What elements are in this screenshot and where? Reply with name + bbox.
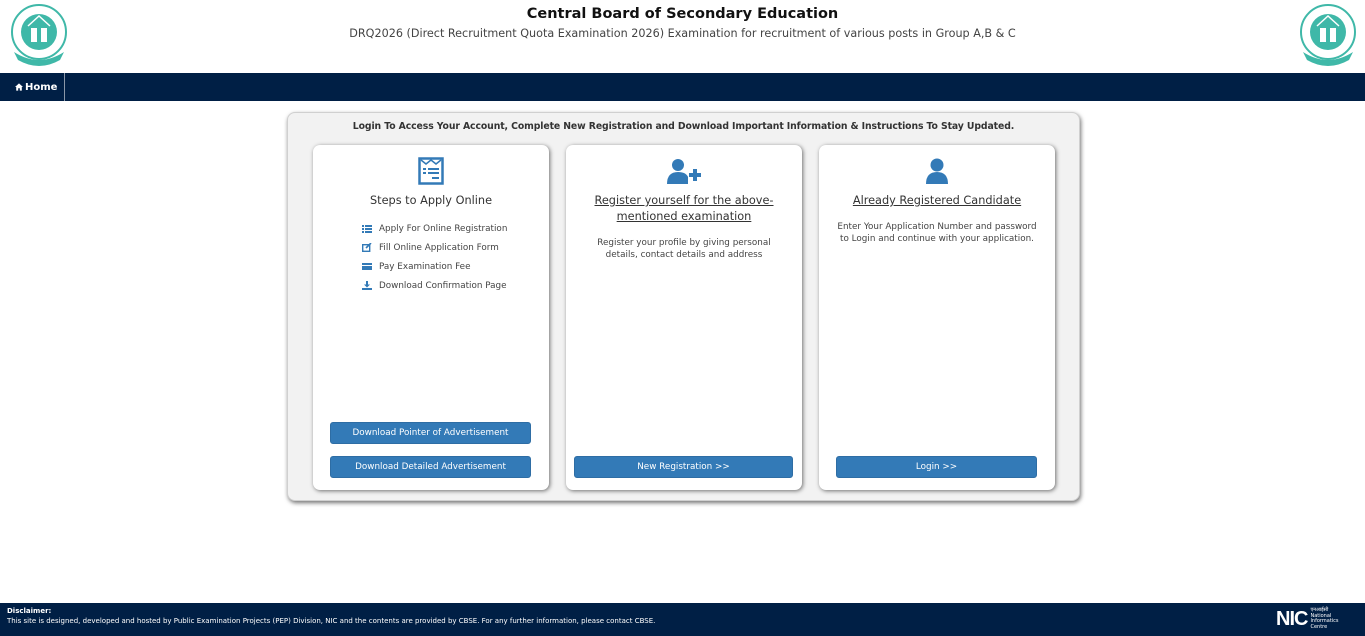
login-card bbox=[819, 145, 1055, 490]
download-pointer-button[interactable]: Download Pointer of Advertisement bbox=[330, 422, 531, 444]
user-plus-icon bbox=[666, 157, 702, 185]
list-icon bbox=[362, 225, 372, 233]
site-footer bbox=[0, 603, 1365, 636]
step-item bbox=[361, 238, 507, 257]
steps-heading: Steps to Apply Online bbox=[369, 194, 493, 207]
download-detailed-advertisement-button[interactable]: Download Detailed Advertisement bbox=[330, 456, 531, 478]
steps-list bbox=[361, 219, 507, 295]
nav-home-link[interactable] bbox=[0, 73, 65, 101]
disclaimer-label: Disclaimer: bbox=[7, 607, 52, 615]
nic-logo bbox=[1276, 608, 1339, 630]
step-label: Fill Online Application Form bbox=[379, 242, 499, 253]
portal-intro: Login To Access Your Account, Complete New Registration and Download Important Information & Instructions To Stay Updated. bbox=[352, 121, 1015, 132]
user-icon bbox=[925, 157, 949, 185]
navbar bbox=[0, 73, 1365, 101]
login-button[interactable]: Login >> bbox=[836, 456, 1037, 478]
form-list-icon bbox=[418, 157, 444, 185]
exam-subtitle: DRQ2026 (Direct Recruitment Quota Examination 2026) Examination for recruitment of various posts in Group A,B & C bbox=[349, 27, 1016, 40]
register-heading-link[interactable]: Register yourself for the above-mentioned examination bbox=[594, 194, 774, 223]
step-label: Apply For Online Registration bbox=[379, 223, 508, 234]
cbse-logo-right bbox=[1297, 2, 1359, 70]
site-title: Central Board of Secondary Education bbox=[526, 6, 839, 22]
step-label: Pay Examination Fee bbox=[379, 261, 471, 272]
nic-mark: NIC bbox=[1276, 608, 1308, 630]
login-description: Enter Your Application Number and password to Login and continue with your application. bbox=[837, 222, 1037, 244]
step-item bbox=[361, 276, 507, 295]
home-icon bbox=[15, 83, 23, 91]
nic-text: एनआईसी National Informatics Centre bbox=[1310, 607, 1339, 630]
steps-card bbox=[313, 145, 549, 490]
registration-card bbox=[566, 145, 802, 490]
edit-icon bbox=[362, 243, 372, 252]
site-header bbox=[0, 0, 1365, 73]
step-item bbox=[361, 219, 507, 238]
credit-card-icon bbox=[362, 263, 372, 270]
step-item bbox=[361, 257, 507, 276]
portal-panel bbox=[287, 112, 1080, 501]
disclaimer-text: This site is designed, developed and hosted by Public Examination Projects (PEP) Division, NIC and the contents are provided by CBSE. For any further information, please contact CBSE. bbox=[7, 617, 656, 625]
register-description: Register your profile by giving personal details, contact details and address bbox=[597, 238, 771, 260]
new-registration-button[interactable]: New Registration >> bbox=[574, 456, 793, 478]
already-registered-heading-link[interactable]: Already Registered Candidate bbox=[852, 194, 1022, 207]
step-label: Download Confirmation Page bbox=[379, 280, 507, 291]
download-icon bbox=[362, 281, 372, 290]
nav-home-label: Home bbox=[25, 81, 58, 93]
